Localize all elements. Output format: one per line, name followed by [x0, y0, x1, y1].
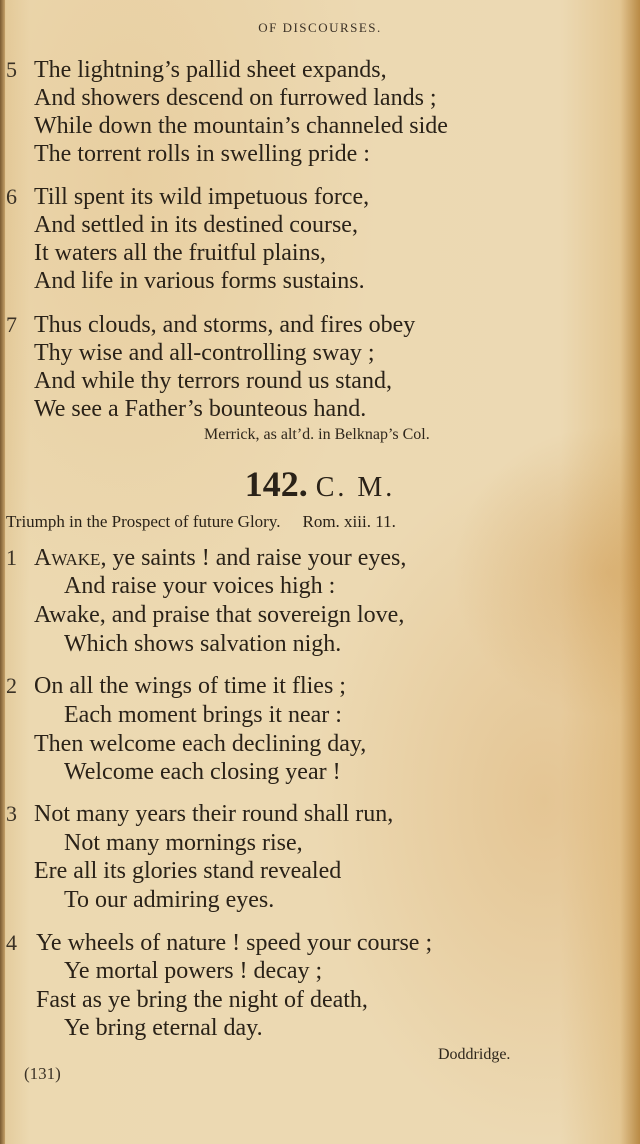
verse-line: And raise your voices high :: [64, 573, 336, 599]
verse-line: Ye wheels of nature ! speed your course ;: [36, 930, 433, 956]
verse-line: Then welcome each declining day,: [34, 731, 367, 757]
verse-line: And settled in its destined course,: [34, 212, 358, 238]
verse-line: Which shows salvation nigh.: [64, 631, 342, 657]
verse-line: We see a Father’s bounteous hand.: [34, 396, 367, 422]
hymn-meter: C. M.: [315, 472, 396, 503]
verse-line: It waters all the fruitful plains,: [34, 240, 326, 266]
verse-line: Ye bring eternal day.: [64, 1015, 263, 1041]
verse-line: Welcome each closing year !: [64, 759, 341, 785]
stanza-number: 1: [6, 545, 17, 570]
verse-line: Till spent its wild impetuous force,: [34, 184, 370, 210]
stanza-number: 7: [6, 312, 17, 337]
verse-line-rest: , ye saints ! and raise your eyes,: [100, 545, 407, 571]
page-number: (131): [24, 1064, 61, 1083]
subtitle-text: Triumph in the Prospect of future Glory.: [6, 512, 281, 531]
scripture-reference: Rom. xiii. 11.: [302, 512, 396, 531]
running-head: OF DISCOURSES.: [258, 20, 382, 35]
verse-line: And showers descend on furrowed lands ;: [34, 85, 437, 111]
stanza-number: 6: [6, 184, 17, 209]
verse-line: Thus clouds, and storms, and fires obey: [34, 312, 416, 338]
verse-line: Awake, and praise that sovereign love,: [34, 602, 405, 628]
attribution-merrick: Merrick, as alt’d. in Belknap’s Col.: [204, 426, 430, 443]
verse-line: [34, 544, 406, 572]
stanza-number: 5: [6, 57, 17, 82]
stanza-number: 4: [6, 930, 17, 955]
attribution-doddridge: Doddridge.: [438, 1046, 511, 1063]
hymn-number: 142.: [244, 464, 308, 504]
verse-line: Thy wise and all-controlling sway ;: [34, 340, 375, 366]
verse-line: The torrent rolls in swelling pride :: [34, 141, 370, 167]
verse-line: Fast as ye bring the night of death,: [36, 987, 368, 1013]
hymn-heading: [0, 462, 640, 510]
stanza-number: 3: [6, 801, 17, 826]
verse-line: To our admiring eyes.: [64, 887, 275, 913]
page-binding-edge: [0, 0, 5, 1144]
verse-line: Ere all its glories stand revealed: [34, 858, 342, 884]
verse-line: The lightning’s pallid sheet expands,: [34, 57, 387, 83]
verse-line: Ye mortal powers ! decay ;: [64, 958, 323, 984]
first-word-small-caps: Awake: [34, 545, 101, 571]
verse-line: Each moment brings it near :: [64, 702, 342, 728]
stanza-number: 2: [6, 673, 17, 698]
verse-line: On all the wings of time it flies ;: [34, 673, 346, 699]
hymn-subtitle: [6, 512, 396, 532]
verse-line: And while thy terrors round us stand,: [34, 368, 392, 394]
verse-line: Not many years their round shall run,: [34, 801, 394, 827]
verse-line: While down the mountain’s channeled side: [34, 113, 448, 139]
verse-line: And life in various forms sustains.: [34, 268, 365, 294]
verse-line: Not many mornings rise,: [64, 830, 303, 856]
